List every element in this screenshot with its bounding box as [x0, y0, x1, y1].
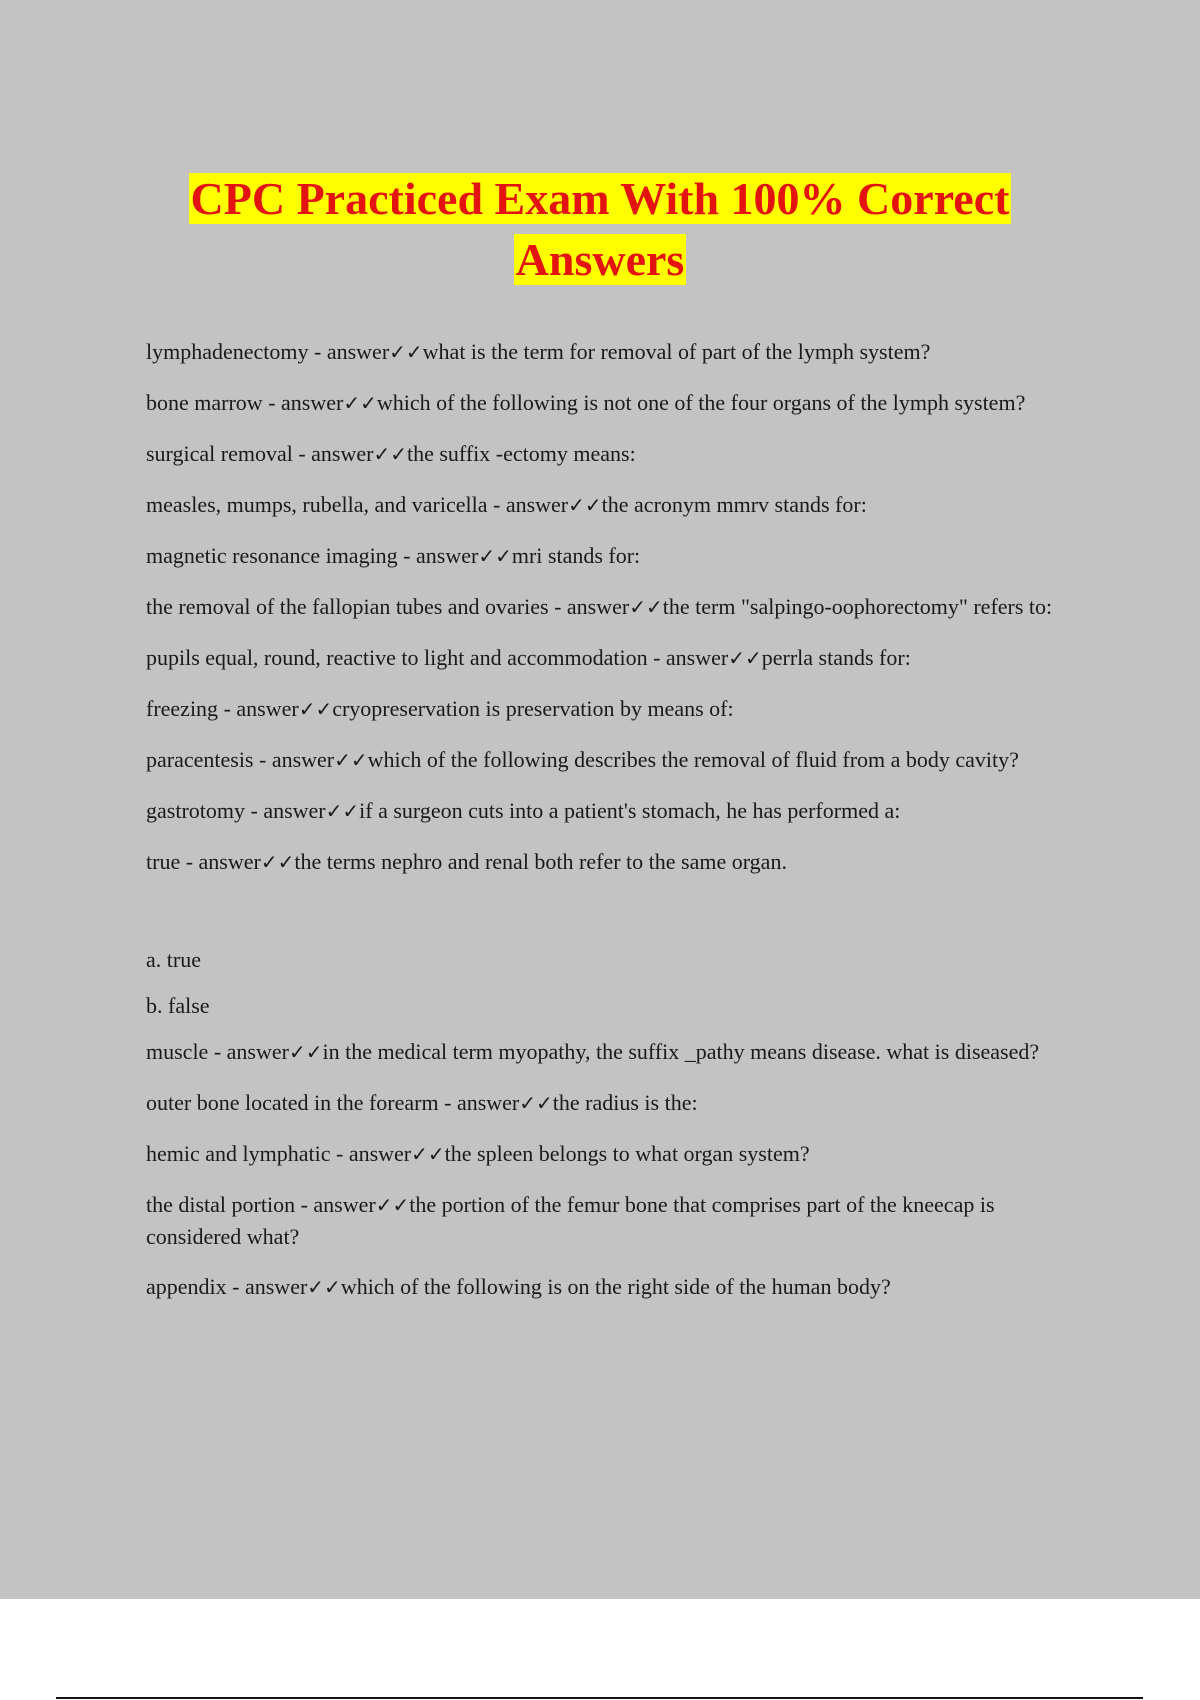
- question-text: cryopreservation is preservation by means of:: [332, 696, 734, 721]
- answer-marker: answer: [416, 543, 479, 568]
- answer-term: magnetic resonance imaging: [146, 543, 398, 568]
- question-text: which of the following is not one of the four organs of the lymph system?: [376, 390, 1026, 415]
- check-icon: ✓✓: [373, 442, 407, 466]
- check-icon: ✓✓: [389, 340, 423, 364]
- qa-item: [146, 744, 1086, 776]
- question-text: the radius is the:: [552, 1090, 698, 1115]
- question-text: the acronym mmrv stands for:: [601, 492, 867, 517]
- separator: -: [548, 594, 567, 619]
- check-icon: ✓✓: [728, 646, 762, 670]
- answer-term: appendix: [146, 1274, 227, 1299]
- answer-marker: answer: [311, 441, 374, 466]
- qa-item: [146, 846, 1086, 878]
- answer-term: paracentesis: [146, 747, 254, 772]
- qa-item: [146, 1138, 1086, 1170]
- title-line-2: Answers: [515, 234, 685, 285]
- separator: -: [253, 747, 272, 772]
- separator: -: [295, 1192, 314, 1217]
- answer-marker: answer: [348, 1141, 412, 1166]
- separator: -: [208, 1039, 227, 1064]
- answer-term: the removal of the fallopian tubes and ovaries: [146, 594, 549, 619]
- question-text: the suffix -ectomy means:: [406, 441, 636, 466]
- question-text: if a surgeon cuts into a patient's stomach, he has performed a:: [359, 798, 901, 823]
- check-icon: ✓✓: [325, 799, 360, 823]
- footer-divider: [56, 1697, 1143, 1699]
- answer-term: bone marrow: [146, 390, 263, 415]
- answer-marker: answer: [236, 696, 299, 721]
- separator: -: [218, 696, 237, 721]
- separator: -: [262, 390, 282, 415]
- question-text: which of the following is on the right side of the human body?: [340, 1274, 891, 1299]
- answer-marker: answer: [326, 339, 390, 364]
- qa-item: [146, 438, 1086, 470]
- qa-item: [146, 1189, 1086, 1252]
- answer-marker: answer: [505, 492, 569, 517]
- separator: -: [308, 339, 327, 364]
- check-icon: ✓✓: [260, 850, 295, 874]
- qa-item: [146, 1036, 1086, 1068]
- answer-marker: answer: [281, 390, 344, 415]
- separator: -: [487, 492, 506, 517]
- check-icon: ✓✓: [411, 1142, 445, 1166]
- question-text: the term "salpingo-oophorectomy" refers to:: [662, 594, 1053, 619]
- answer-option: b. false: [146, 993, 210, 1018]
- check-icon: ✓✓: [288, 1040, 323, 1064]
- check-icon: ✓✓: [298, 697, 333, 721]
- answer-option: a. true: [146, 947, 201, 972]
- question-text: what is the term for removal of part of the lymph system?: [422, 339, 931, 364]
- answer-marker: answer: [198, 849, 261, 874]
- answer-term: true: [146, 849, 181, 874]
- document-title: [0, 168, 1200, 290]
- question-text: the spleen belongs to what organ system?: [444, 1141, 810, 1166]
- answer-marker: answer: [313, 1192, 376, 1217]
- qa-item: [146, 540, 1086, 572]
- check-icon: ✓✓: [375, 1193, 410, 1217]
- qa-item: [146, 336, 1086, 368]
- answer-term: measles, mumps, rubella, and varicella: [146, 492, 488, 517]
- check-icon: ✓✓: [478, 544, 512, 568]
- check-icon: ✓✓: [307, 1275, 341, 1299]
- qa-item: [146, 642, 1086, 674]
- qa-item: [146, 693, 1086, 725]
- check-icon: ✓✓: [343, 391, 377, 415]
- separator: -: [226, 1274, 245, 1299]
- qa-list: [146, 336, 1086, 1322]
- answer-term: outer bone located in the forearm: [146, 1090, 439, 1115]
- answer-term: hemic and lymphatic: [146, 1141, 331, 1166]
- separator: -: [647, 645, 666, 670]
- check-icon: ✓✓: [334, 748, 368, 772]
- answer-marker: answer: [566, 594, 630, 619]
- qa-item: [146, 795, 1086, 827]
- qa-item: [146, 489, 1086, 521]
- answer-term: the distal portion: [146, 1192, 296, 1217]
- answer-term: lymphadenectomy: [146, 339, 309, 364]
- answer-term: surgical removal: [146, 441, 293, 466]
- check-icon: ✓✓: [519, 1091, 553, 1115]
- question-text: which of the following describes the removal of fluid from a body cavity?: [367, 747, 1019, 772]
- question-text: the portion of the femur bone that comprises part of the kneecap is considered what?: [146, 1192, 995, 1249]
- title-line-1: CPC Practiced Exam With 100% Correct: [190, 173, 1010, 224]
- question-text: mri stands for:: [511, 543, 641, 568]
- qa-item: [146, 591, 1086, 623]
- separator: -: [438, 1090, 457, 1115]
- answer-marker: answer: [244, 1274, 308, 1299]
- answer-marker: answer: [271, 747, 335, 772]
- answer-marker: answer: [456, 1090, 520, 1115]
- answer-marker: answer: [263, 798, 326, 823]
- question-text: in the medical term myopathy, the suffix _pathy means disease. what is diseased?: [322, 1039, 1040, 1064]
- answer-term: pupils equal, round, reactive to light and accommodation: [146, 645, 648, 670]
- separator: -: [245, 798, 264, 823]
- qa-item: [146, 387, 1086, 419]
- separator: -: [330, 1141, 349, 1166]
- separator: -: [292, 441, 312, 466]
- check-icon: ✓✓: [629, 595, 663, 619]
- section-gap: [146, 897, 1086, 944]
- qa-item: [146, 1271, 1086, 1303]
- question-text: perrla stands for:: [761, 645, 911, 670]
- answer-term: gastrotomy: [146, 798, 245, 823]
- answer-term: muscle: [146, 1039, 209, 1064]
- separator: -: [180, 849, 199, 874]
- answer-term: freezing: [146, 696, 219, 721]
- check-icon: ✓✓: [568, 493, 602, 517]
- qa-item: [146, 1087, 1086, 1119]
- answer-marker: answer: [226, 1039, 289, 1064]
- answer-marker: answer: [665, 645, 729, 670]
- question-text: the terms nephro and renal both refer to the same organ.: [294, 849, 787, 874]
- separator: -: [397, 543, 417, 568]
